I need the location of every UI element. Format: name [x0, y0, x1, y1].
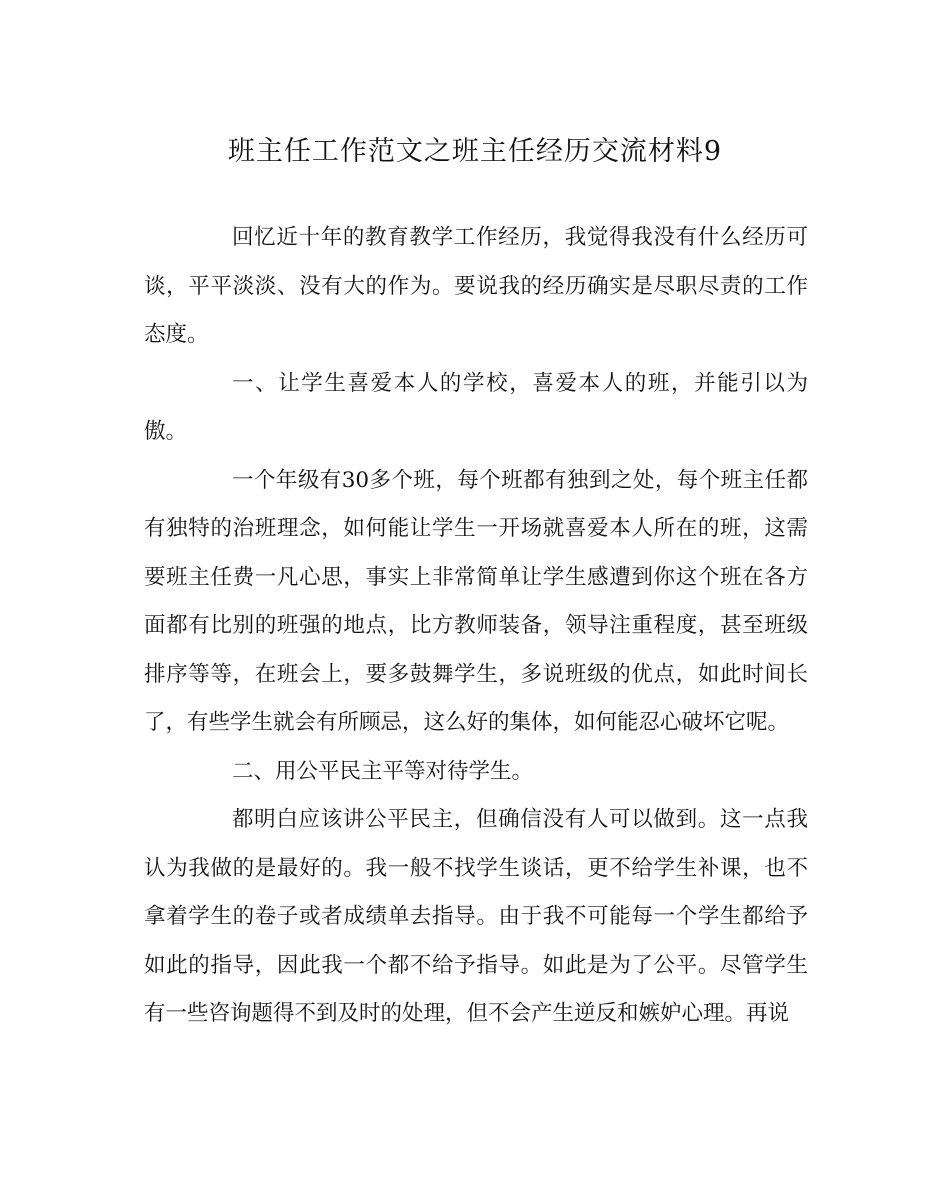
- paragraph-fairness: 都明白应该讲公平民主，但确信没有人可以做到。这一点我认为我做的是最好的。我一般不找学生谈话，更不给学生补课，也不拿着学生的卷子或者成绩单去指导。由于我不可能每一个学生都给予如此的指导，因此我一个都不给予指导。如此是为了公平。尽管学生有一些咨询题得不到及时的处理，但不会产生逆反和嫉妒心理。再说: [144, 807, 808, 1026]
- paragraph-heading-one: 一、让学生喜爱本人的学校，喜爱本人的班，并能引以为傲。: [144, 370, 808, 444]
- document-body: [144, 214, 808, 1039]
- paragraph-intro: 回忆近十年的教育教学工作经历，我觉得我没有什么经历可谈，平平淡淡、没有大的作为。要说我的经历确实是尽职尽责的工作态度。: [144, 225, 808, 347]
- paragraph-heading-two: 二、用公平民主平等对待学生。: [232, 758, 534, 784]
- document-title: 班主任工作范文之班主任经历交流材料9: [227, 136, 723, 167]
- paragraph-class-pride: 一个年级有30多个班，每个班都有独到之处，每个班主任都有独特的治班理念，如何能让学生一开场就喜爱本人所在的班，这需要班主任费一凡心思，事实上非常简单让学生感遭到你这个班在各方面都有比别的班强的地点，比方教师装备，领导注重程度，甚至班级排序等等，在班会上，要多鼓舞学生，多说班级的优点，如此时间长了，有些学生就会有所顾忌，这么好的集体，如何能忍心破坏它呢。: [144, 467, 808, 735]
